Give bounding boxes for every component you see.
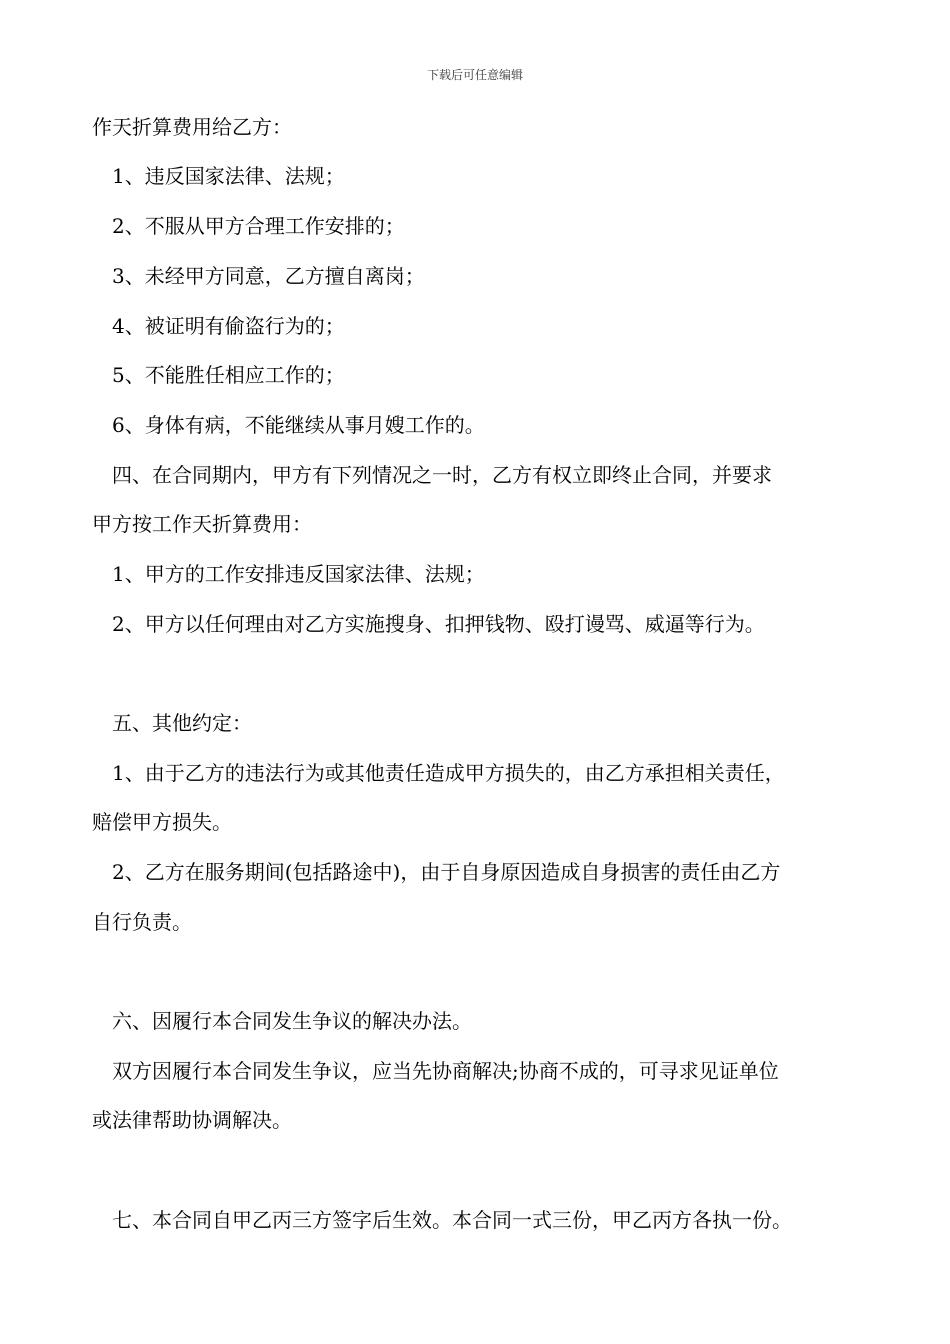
paragraph-line: 双方因履行本合同发生争议，应当先协商解决;协商不成的，可寻求见证单位 <box>112 1059 779 1083</box>
section-heading-four: 四、在合同期内，甲方有下列情况之一时，乙方有权立即终止合同，并要求 <box>112 463 772 487</box>
list-item: 1、由于乙方的违法行为或其他责任造成甲方损失的，由乙方承担相关责任， <box>112 761 785 785</box>
list-item: 1、甲方的工作安排违反国家法律、法规； <box>112 562 485 586</box>
section-heading-seven: 七、本合同自甲乙丙三方签字后生效。本合同一式三份，甲乙丙方各执一份。 <box>112 1208 792 1232</box>
list-item: 2、乙方在服务期间(包括路途中)，由于自身原因造成自身损害的责任由乙方 <box>112 860 781 884</box>
paragraph-line: 或法律帮助协调解决。 <box>92 1108 292 1132</box>
page-header: 下载后可任意编辑 <box>426 68 523 82</box>
paragraph-line: 自行负责。 <box>92 910 192 934</box>
list-item: 2、不服从甲方合理工作安排的； <box>112 214 405 238</box>
list-item: 3、未经甲方同意，乙方擅自离岗； <box>112 264 425 288</box>
list-item: 2、甲方以任何理由对乙方实施搜身、扣押钱物、殴打谩骂、威逼等行为。 <box>112 612 765 636</box>
list-item: 5、不能胜任相应工作的； <box>112 363 345 387</box>
paragraph-line: 赔偿甲方损失。 <box>92 810 232 834</box>
paragraph-line: 甲方按工作天折算费用： <box>92 512 312 536</box>
list-item: 6、身体有病，不能继续从事月嫂工作的。 <box>112 413 485 437</box>
paragraph-line: 作天折算费用给乙方： <box>92 115 292 139</box>
list-item: 1、违反国家法律、法规； <box>112 164 345 188</box>
section-heading-six: 六、因履行本合同发生争议的解决办法。 <box>112 1009 472 1033</box>
list-item: 4、被证明有偷盗行为的； <box>112 314 345 338</box>
section-heading-five: 五、其他约定： <box>112 711 252 735</box>
